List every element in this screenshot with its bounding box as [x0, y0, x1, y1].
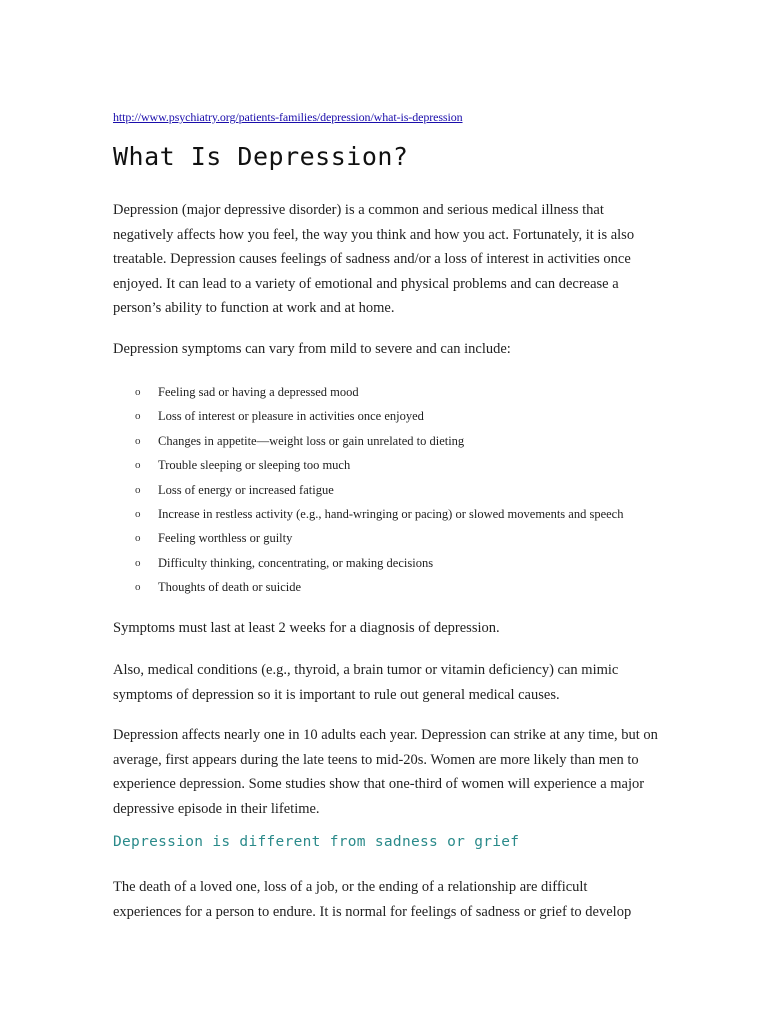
list-item [135, 551, 623, 575]
symptom-text: Thoughts of death or suicide [158, 580, 302, 595]
prevalence-paragraph: Depression affects nearly one in 10 adults each year. Depression can strike at any time, but on average, first appears during the late teens to mid-20s. Women are more likely than men to experience depression. Some studies show that one-third of women will experience a major depressive episode in their lifetime. [113, 727, 658, 817]
bullet-icon: o [135, 434, 141, 447]
bullet-icon: o [135, 483, 141, 496]
symptom-text: Difficulty thinking, concentrating, or making decisions [158, 555, 434, 570]
grief-paragraph: The death of a loved one, loss of a job, or the ending of a relationship are difficult experiences for a person to endure. It is normal for feelings of sadness or grief to develop [113, 879, 632, 920]
symptom-text: Feeling sad or having a depressed mood [158, 385, 359, 399]
list-item [135, 404, 623, 428]
medical-paragraph: Also, medical conditions (e.g., thyroid, a brain tumor or vitamin deficiency) can mimic symptoms of depression so it is important to rule out general medical causes. [113, 662, 619, 703]
list-item [135, 453, 623, 477]
symptom-text: Loss of interest or pleasure in activities once enjoyed [158, 409, 424, 424]
bullet-icon: o [135, 508, 141, 521]
bullet-icon: o [135, 459, 141, 472]
bullet-icon: o [135, 556, 141, 569]
bullet-icon: o [135, 410, 141, 423]
intro-paragraph: Depression (major depressive disorder) is a common and serious medical illness that negatively affects how you feel, the way you think and how you act. Fortunately, it is also treatable. Depression causes feelings of sadness and/or a loss of interest in activities once enjoyed. It can lead to a variety of emotional and physical problems and can decrease a person’s ability to function at work and at home. [113, 202, 635, 316]
symptom-text: Increase in restless activity (e.g., hand-wringing or pacing) or slowed movements and speech [158, 507, 624, 522]
duration-paragraph: Symptoms must last at least 2 weeks for a diagnosis of depression. [113, 620, 500, 636]
bullet-icon: o [135, 386, 141, 398]
page-title: What Is Depression? [113, 142, 409, 171]
symptoms-list [135, 380, 623, 600]
symptom-text: Feeling worthless or guilty [158, 531, 293, 546]
list-item [135, 380, 623, 404]
bullet-icon: o [135, 532, 141, 545]
symptoms-intro: Depression symptoms can vary from mild to severe and can include: [113, 341, 511, 357]
symptom-text: Loss of energy or increased fatigue [158, 482, 334, 497]
source-url-link[interactable]: http://www.psychiatry.org/patients-families/depression/what-is-depression [113, 110, 463, 124]
list-item [135, 526, 623, 550]
list-item [135, 429, 623, 453]
list-item [135, 478, 623, 502]
list-item [135, 502, 623, 526]
symptom-text: Trouble sleeping or sleeping too much [158, 458, 351, 473]
list-item [135, 575, 623, 599]
section-heading: Depression is different from sadness or grief [113, 834, 520, 850]
bullet-icon: o [135, 581, 141, 594]
symptom-text: Changes in appetite—weight loss or gain unrelated to dieting [158, 433, 465, 448]
